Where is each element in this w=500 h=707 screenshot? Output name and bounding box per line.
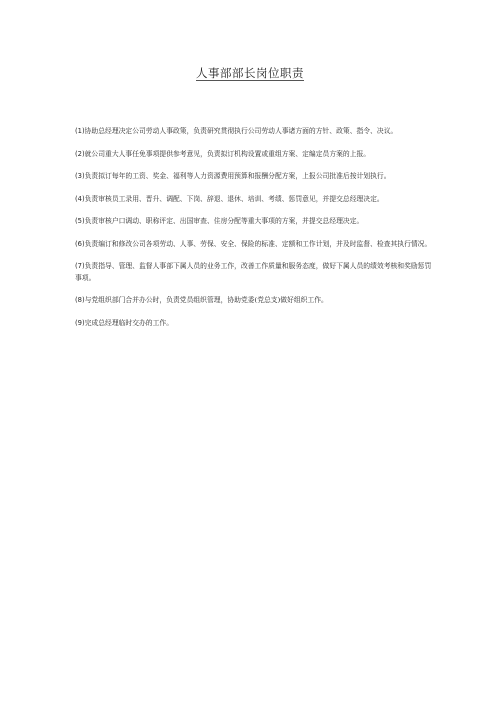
duty-item-text: 负责指导、管理、监督人事部下属人员的业务工作，改善工作质量和服务态度，做好下属人员的绩效考核和奖励惩罚事项。 — [75, 262, 432, 282]
duty-item-text: 负责审核户口调动、职称评定、出国审查、住房分配等重大事项的方案，并提交总经理决定。 — [84, 217, 364, 225]
duty-item-text: 与党组织部门合并办公时，负责党员组织管理，协助党委(党总支)做好组织工作。 — [84, 296, 328, 304]
duty-item-6 — [75, 239, 435, 251]
duty-item-8 — [75, 295, 435, 307]
duty-item-1 — [75, 126, 435, 138]
duty-item-3 — [75, 171, 435, 183]
duty-item-text: 就公司重大人事任免事项提供参考意见，负责拟订机构设置或重组方案、定编定员方案的上报。 — [84, 149, 371, 158]
duty-item-number: (3) — [75, 172, 85, 180]
document-title — [0, 66, 500, 81]
duty-item-4 — [75, 194, 435, 206]
duty-item-text: 协助总经理决定公司劳动人事政策，负责研究贯彻执行公司劳动人事诸方面的方针、政策、指令、决议。 — [84, 127, 398, 135]
duty-item-number: (7) — [75, 262, 85, 270]
duty-item-text: 负责编订和修改公司各项劳动、人事、劳保、安全、保险的标准、定额和工作计划，并及时监督、检查其执行情况。 — [84, 239, 432, 248]
duty-item-number: (6) — [75, 239, 85, 248]
duty-list — [75, 126, 435, 340]
duty-item-number: (2) — [75, 149, 85, 158]
duty-item-2 — [75, 149, 435, 161]
duty-item-text: 负责审核员工录用、晋升、调配、下岗、辞退、退休、培训、考绩、惩罚意见，并提交总经理决定。 — [84, 194, 384, 203]
document-title-text: 人事部部长岗位职责 — [196, 66, 304, 80]
duty-item-9 — [75, 318, 435, 330]
duty-item-number: (4) — [75, 194, 85, 203]
duty-item-text: 负责拟订每年的工资、奖金、福利等人力资源费用预算和报酬分配方案，上报公司批准后按计划执行。 — [84, 172, 391, 180]
duty-item-text: 完成总经理临时交办的工作。 — [84, 318, 173, 327]
duty-item-number: (8) — [75, 296, 85, 304]
duty-item-number: (5) — [75, 217, 85, 225]
duty-item-7 — [75, 261, 435, 284]
duty-item-number: (9) — [75, 318, 85, 327]
duty-item-5 — [75, 216, 435, 228]
duty-item-number: (1) — [75, 127, 85, 135]
